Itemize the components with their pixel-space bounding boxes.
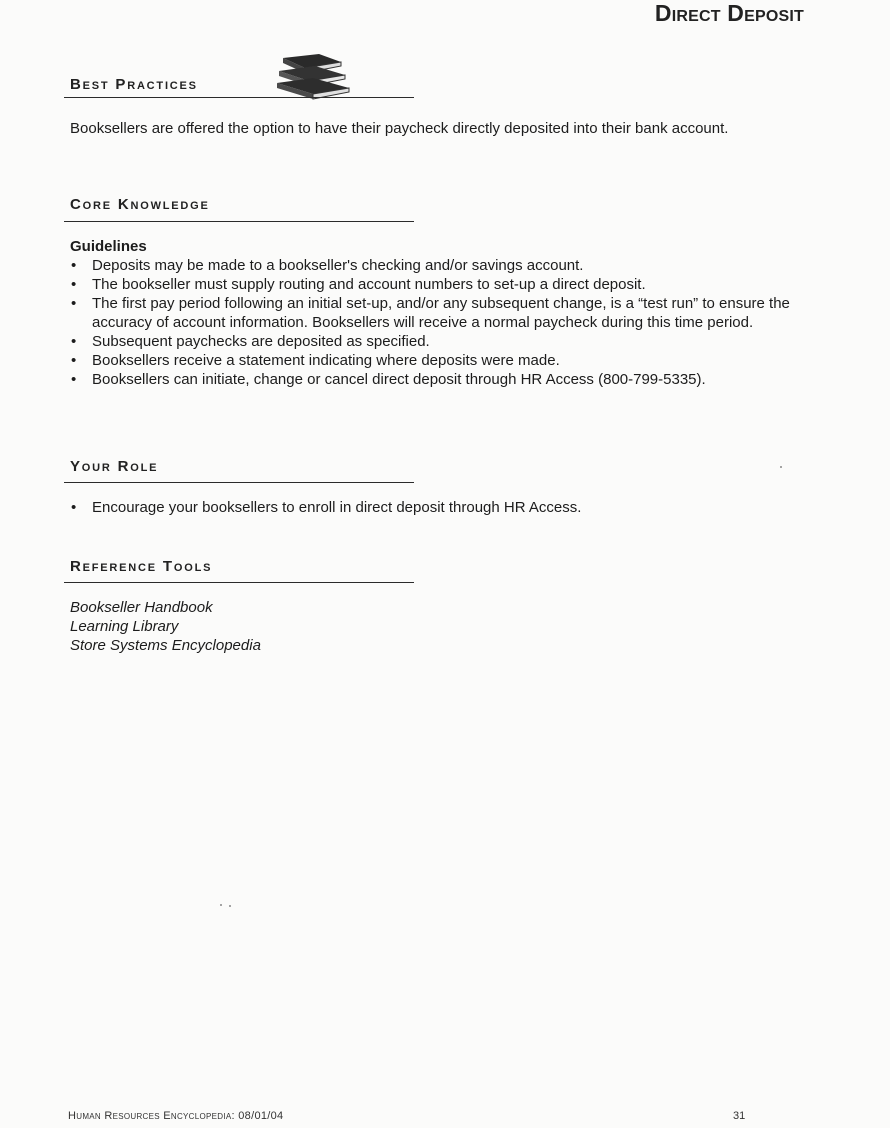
guidelines-section <box>70 237 830 389</box>
list-item: • Subsequent paychecks are deposited as specified. <box>70 332 830 351</box>
best-practices-text: Booksellers are offered the option to have their paycheck directly deposited into their bank account. <box>70 120 729 137</box>
core-knowledge-heading: Core Knowledge <box>70 196 210 213</box>
reference-item: Store Systems Encyclopedia <box>70 637 261 654</box>
your-role-heading: Your Role <box>70 458 159 475</box>
guidelines-subheading: Guidelines <box>70 238 147 255</box>
scan-speck <box>229 905 231 907</box>
list-item: • Booksellers receive a statement indicating where deposits were made. <box>70 351 830 370</box>
reference-tools-heading: Reference Tools <box>70 558 213 575</box>
page-title: Direct Deposit <box>654 0 804 26</box>
list-item: • Encourage your booksellers to enroll in direct deposit through HR Access. <box>70 498 830 517</box>
your-role-rule <box>64 482 414 483</box>
list-item: • Booksellers can initiate, change or cancel direct deposit through HR Access (800-799-5335). <box>70 370 830 389</box>
reference-item: Learning Library <box>70 618 179 635</box>
best-practices-heading: Best Practices <box>70 76 198 93</box>
best-practices-rule <box>64 97 414 98</box>
page-number: 31 <box>733 1110 746 1122</box>
reference-item: Bookseller Handbook <box>70 599 213 616</box>
scan-speck <box>220 904 222 906</box>
list-item: • The bookseller must supply routing and account numbers to set-up a direct deposit. <box>70 275 830 294</box>
list-item: • Deposits may be made to a bookseller's checking and/or savings account. <box>70 256 830 275</box>
reference-tools-list <box>70 598 830 655</box>
guidelines-list <box>70 256 830 389</box>
scan-speck <box>780 466 782 468</box>
list-item: • The first pay period following an initial set-up, and/or any subsequent change, is a “test run” to ensure the accuracy of account information. Booksellers will receive a normal paycheck during this time period. <box>70 294 792 332</box>
footer-text: Human Resources Encyclopedia: 08/01/04 <box>68 1110 284 1122</box>
core-knowledge-rule <box>64 221 414 222</box>
reference-tools-rule <box>64 582 414 583</box>
your-role-section <box>70 498 830 517</box>
